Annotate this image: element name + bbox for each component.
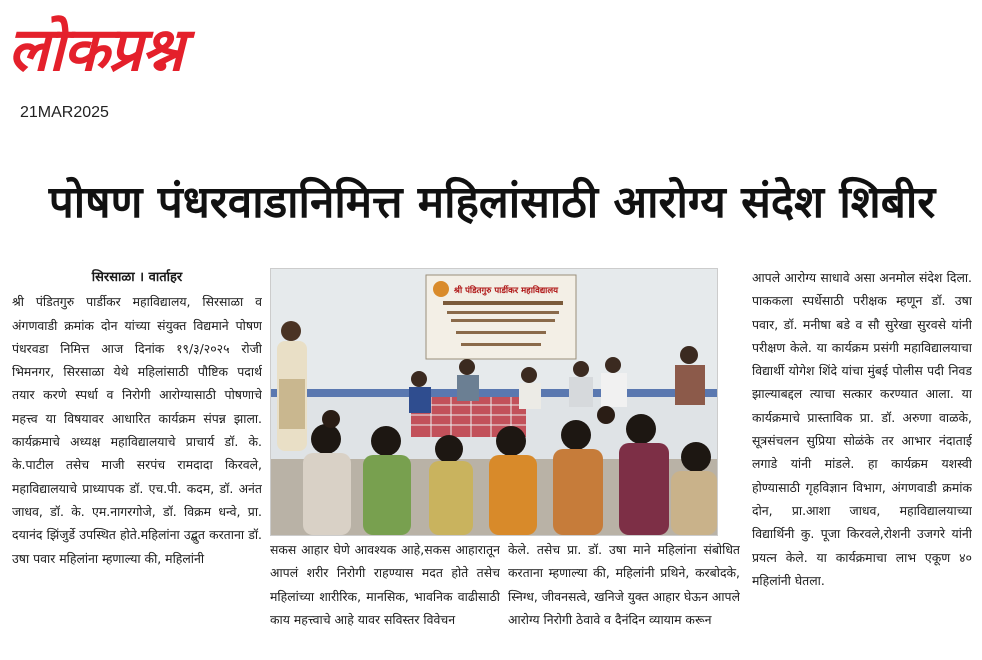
headline: पोषण पंधरवाडानिमित्त महिलांसाठी आरोग्य संदेश शिबीर [48,177,936,228]
event-photo-illustration [271,269,717,535]
newspaper-logo: लोकप्रश्न [8,15,183,85]
banner-title: श्री पंडितगुरु पार्डीकर महाविद्यालय [453,286,559,296]
column-4-text: आपले आरोग्य साधावे असा अनमोल संदेश दिला. पाककला स्पर्धेसाठी परीक्षक म्हणून डॉ. उषा पवार, डॉ. मनीषा बडे व सौ सुरेखा सुरवसे यांनी परीक्षण केले. या कार्यक्रम प्रसंगी महाविद्यालयाचा विद्यार्थी योगेश शिंदे यांचा मुंबई पोलीस पदी निवड झाल्याबद्दल त्याचा सत्कार करण्यात आला. या कार्यक्रमाचे प्रास्ताविक प्रा. डॉ. अरुणा वाळके, सूत्रसंचलन सुप्रिया सोळंके तर आभार नंदाताई लगाडे यांनी मांडले. हा कार्यक्रम यशस्वी होण्यासाठी गृहविज्ञान विभाग, अंगणवाडी क्रमांक दोन, प्रा.आशा जाधव, महाविद्यालयाच्या विद्यार्थिनी कु. पूजा किरवले,रोशनी उजगरे यांनी प्रयत्न केले. या कार्यक्रमाचा लाभ एकूण ४० महिलांनी घेतला. [752,270,972,588]
article-column-4 [752,266,972,658]
article-column-2 [270,538,500,656]
column-2-text: सकस आहार घेणे आवश्यक आहे,सकस आहारातून आपलं शरीर निरोगी राहण्यास मदत होते तसेच महिलांच्या शारीरिक, मानसिक, भावनिक वाढीसाठी काय महत्त्वाचे आहे यावर सविस्तर विवेचन [270,542,500,627]
event-photo [270,268,718,536]
publication-date: 21MAR2025 [20,104,109,121]
article-column-3 [508,538,740,656]
byline: सिरसाळा । वार्ताहर [91,270,183,285]
column-3-text: केले. तसेच प्रा. डॉ. उषा माने महिलांना संबोधित करताना म्हणाल्या की, महिलांनी प्रथिने, करबोदके, स्निग्ध, जीवनसत्वे, खनिजे युक्त आहार घेऊन आपले आरोग्य निरोगी ठेवावे व दैनंदिन व्यायाम करून [508,542,740,627]
column-1-text: श्री पंडितगुरु पार्डीकर महाविद्यालय, सिरसाळा व अंगणवाडी क्रमांक दोन यांच्या संयुक्त विद्यमाने पोषण पंधरवडा निमित्त आज दिनांक १९/३/२०२५ रोजी भिमनगर, सिरसाळा येथे महिलांसाठी पौष्टिक पदार्थ तयार करणे स्पर्धा व निरोगी आरोग्यासाठी पोषणाचे महत्त्व या विषयावर आधारित कार्यक्रम संपन्न झाला. कार्यक्रमाचे अध्यक्ष महाविद्यालयाचे प्राचार्य डॉ. के. के.पाटील तसेच माजी सरपंच रामदादा किरवले, महाविद्यालयाचे प्राध्यापक डॉ. एच.पी. कदम, डॉ. अनंत जाधव, डॉ. के. एम.नागरगोजे, डॉ. विक्रम धन्वे, प्रा. दयानंद झिंजुर्डे उपस्थित होते.महिलांना उद्बुत करताना डॉ. उषा पवार महिलांना म्हणाल्या की, महिलांनी [12,294,262,566]
article-column-1 [12,266,262,658]
masthead [8,2,288,102]
